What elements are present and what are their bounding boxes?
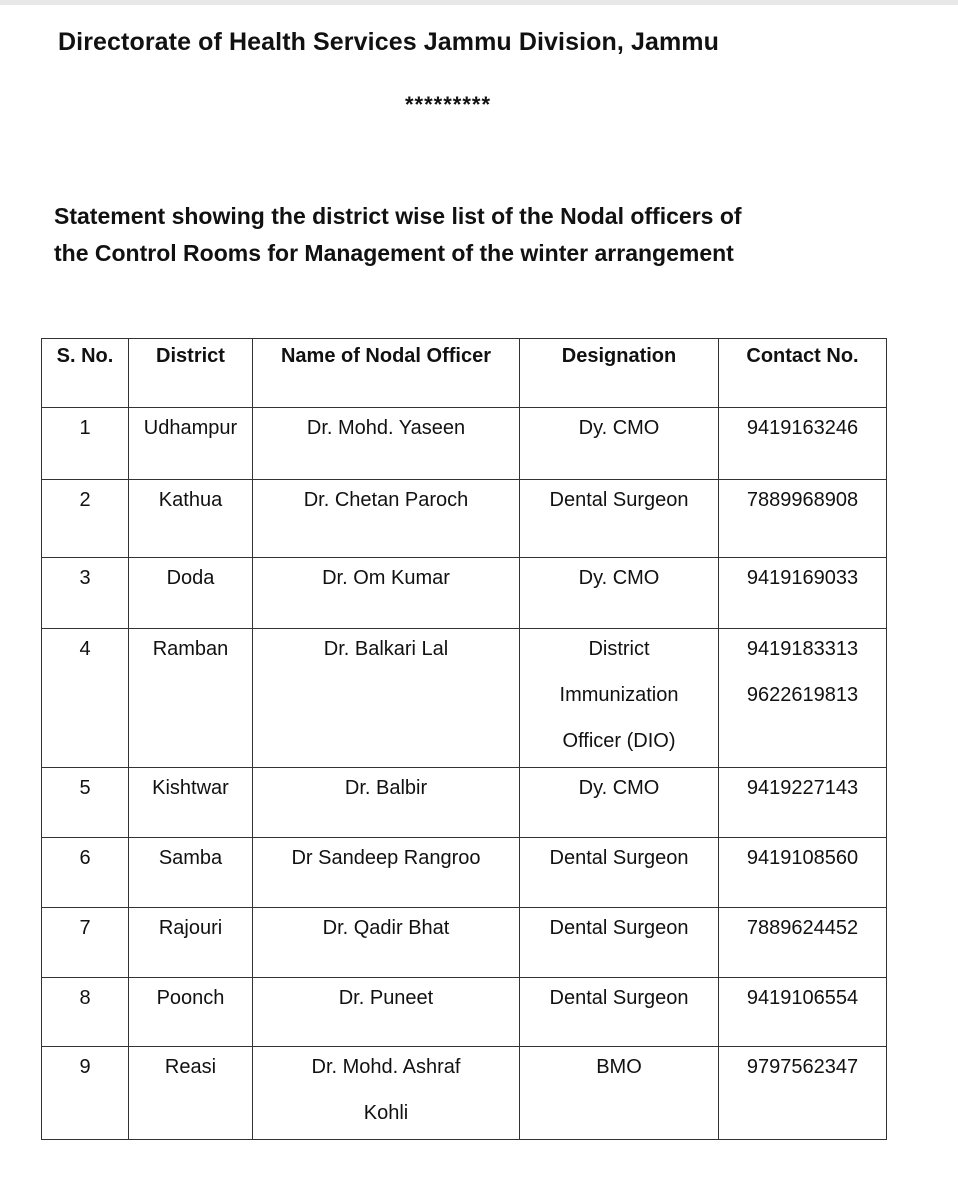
cell-district: Doda <box>129 558 253 629</box>
table-row <box>42 908 887 978</box>
cell-contact-line: 9419108560 <box>746 847 859 869</box>
cell-contact <box>719 1047 887 1140</box>
cell-designation-line: Dy. CMO <box>578 417 660 439</box>
cell-designation-line: Immunization <box>559 684 679 706</box>
cell-designation <box>520 838 719 908</box>
cell-district: Ramban <box>129 629 253 768</box>
cell-designation-line: Dy. CMO <box>578 567 660 589</box>
separator: ********* <box>404 92 492 117</box>
cell-designation-line: BMO <box>596 1056 642 1078</box>
cell-district: Reasi <box>129 1047 253 1140</box>
cell-contact-line: 7889624452 <box>746 917 859 939</box>
column-header-district: District <box>129 339 253 408</box>
cell-contact-line: 9419227143 <box>746 777 859 799</box>
cell-contact <box>719 908 887 978</box>
cell-contact <box>719 838 887 908</box>
cell-officer <box>253 978 520 1047</box>
cell-contact-line: 9622619813 <box>746 684 859 706</box>
cell-designation-line: District <box>588 638 650 660</box>
cell-designation-line: Dental Surgeon <box>549 987 689 1009</box>
cell-sno: 5 <box>42 768 129 838</box>
cell-district: Samba <box>129 838 253 908</box>
table-row <box>42 480 887 558</box>
table-row <box>42 408 887 480</box>
cell-sno: 7 <box>42 908 129 978</box>
column-header-contact: Contact No. <box>719 339 887 408</box>
cell-district: Udhampur <box>129 408 253 480</box>
table-row <box>42 838 887 908</box>
cell-officer <box>253 629 520 768</box>
table-row <box>42 768 887 838</box>
statement-heading <box>54 198 914 272</box>
cell-officer-line: Dr. Om Kumar <box>322 567 450 589</box>
cell-designation <box>520 978 719 1047</box>
statement-heading-line-1: Statement showing the district wise list of the Nodal officers of <box>54 203 742 229</box>
cell-contact <box>719 978 887 1047</box>
cell-contact-line: 9419106554 <box>746 987 859 1009</box>
cell-district: Kishtwar <box>129 768 253 838</box>
table-body <box>42 408 887 1140</box>
cell-sno: 1 <box>42 408 129 480</box>
table-row <box>42 978 887 1047</box>
top-edge <box>0 0 958 5</box>
cell-designation-line: Dy. CMO <box>578 777 660 799</box>
cell-designation-line: Dental Surgeon <box>549 847 689 869</box>
cell-contact <box>719 408 887 480</box>
column-header-sno: S. No. <box>42 339 129 408</box>
cell-contact <box>719 768 887 838</box>
cell-officer-line: Kohli <box>363 1102 409 1124</box>
cell-designation-line: Officer (DIO) <box>562 730 676 752</box>
cell-designation <box>520 408 719 480</box>
cell-officer-line: Dr. Chetan Paroch <box>303 489 469 511</box>
cell-designation-line: Dental Surgeon <box>549 489 689 511</box>
cell-district: Poonch <box>129 978 253 1047</box>
cell-sno: 2 <box>42 480 129 558</box>
cell-officer-line: Dr. Balkari Lal <box>323 638 449 660</box>
cell-sno: 4 <box>42 629 129 768</box>
cell-sno: 9 <box>42 1047 129 1140</box>
cell-officer-line: Dr. Qadir Bhat <box>322 917 450 939</box>
cell-sno: 6 <box>42 838 129 908</box>
column-header-officer: Name of Nodal Officer <box>253 339 520 408</box>
column-header-designation: Designation <box>520 339 719 408</box>
cell-designation <box>520 768 719 838</box>
cell-contact-line: 9419163246 <box>746 417 859 439</box>
cell-designation <box>520 558 719 629</box>
cell-designation <box>520 480 719 558</box>
cell-officer <box>253 1047 520 1140</box>
cell-designation <box>520 1047 719 1140</box>
cell-officer <box>253 480 520 558</box>
cell-officer-line: Dr. Mohd. Yaseen <box>306 417 466 439</box>
cell-officer <box>253 408 520 480</box>
cell-officer-line: Dr. Puneet <box>338 987 434 1009</box>
cell-district: Kathua <box>129 480 253 558</box>
cell-contact-line: 9419183313 <box>746 638 859 660</box>
statement-heading-line-2: the Control Rooms for Management of the winter arrangement <box>54 240 734 266</box>
table-row <box>42 558 887 629</box>
cell-officer-line: Dr. Balbir <box>344 777 428 799</box>
cell-designation <box>520 629 719 768</box>
cell-contact-line: 9797562347 <box>746 1056 859 1078</box>
cell-officer-line: Dr. Mohd. Ashraf <box>311 1056 461 1078</box>
cell-contact <box>719 629 887 768</box>
cell-officer <box>253 558 520 629</box>
nodal-officers-table <box>41 338 887 1140</box>
cell-sno: 8 <box>42 978 129 1047</box>
cell-district: Rajouri <box>129 908 253 978</box>
cell-officer-line: Dr Sandeep Rangroo <box>291 847 481 869</box>
cell-designation-line: Dental Surgeon <box>549 917 689 939</box>
cell-contact-line: 7889968908 <box>746 489 859 511</box>
page-title: Directorate of Health Services Jammu Division, Jammu <box>58 28 719 56</box>
cell-contact <box>719 480 887 558</box>
table-row <box>42 1047 887 1140</box>
cell-sno: 3 <box>42 558 129 629</box>
cell-officer <box>253 768 520 838</box>
cell-contact-line: 9419169033 <box>746 567 859 589</box>
table-row <box>42 629 887 768</box>
table-header-row <box>42 339 887 408</box>
cell-officer <box>253 838 520 908</box>
cell-contact <box>719 558 887 629</box>
cell-officer <box>253 908 520 978</box>
cell-designation <box>520 908 719 978</box>
